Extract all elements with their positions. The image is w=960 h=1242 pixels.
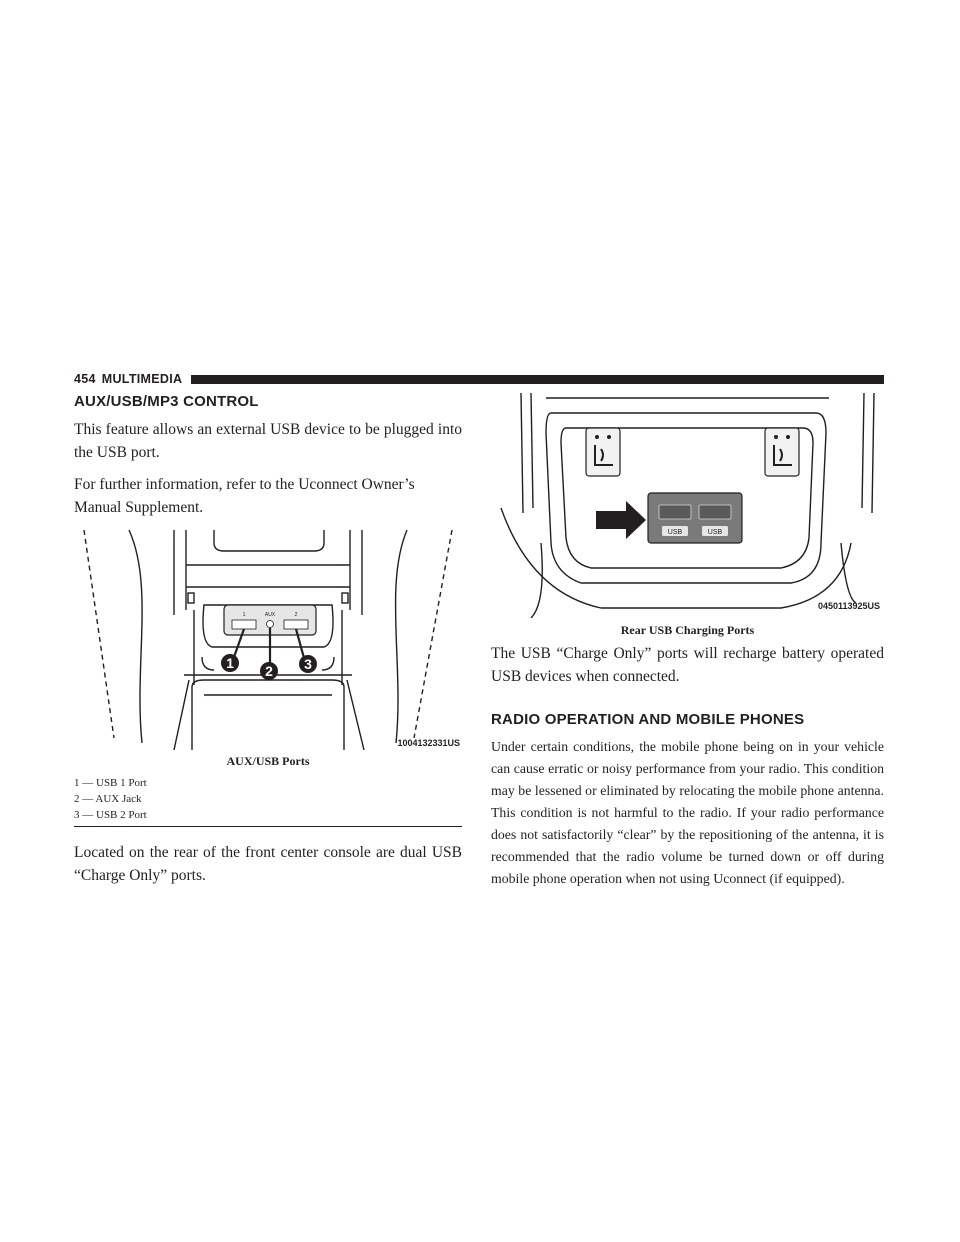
rear-usb-figure: [491, 393, 884, 618]
header-rule: [191, 375, 884, 384]
rear-charge-text: The USB “Charge Only” ports will recharge battery operated USB devices when connected.: [491, 645, 884, 685]
aux-heading: AUX/USB/MP3 CONTROL: [74, 393, 259, 410]
aux-usb-illustration: [74, 525, 462, 750]
usb-port-label-left: USB: [667, 529, 683, 536]
aux-usb-figure: [74, 525, 462, 750]
callout-3: 3: [304, 656, 312, 672]
legend-item-usb1: 1 — USB 1 Port: [74, 777, 147, 789]
radio-heading: RADIO OPERATION AND MOBILE PHONES: [491, 711, 805, 728]
page-number: 454: [74, 372, 96, 386]
charge-ports-text: Located on the rear of the front center console are dual USB “Charge Only” ports.: [74, 844, 462, 884]
right-column: [491, 393, 884, 890]
aux-reference: For further information, refer to the Uconnect Owner’s Manual Supplement.: [74, 476, 415, 516]
aux-figure-caption: AUX/USB Ports: [226, 754, 310, 768]
legend-item-usb2: 3 — USB 2 Port: [74, 809, 147, 821]
usb-port-label-right: USB: [707, 529, 723, 536]
arrow-icon: [596, 501, 646, 539]
aux-port-label: AUX: [264, 612, 276, 618]
left-column: [74, 393, 462, 887]
section-title: MULTIMEDIA: [101, 372, 183, 386]
callout-1: 1: [226, 655, 234, 671]
figure-divider: [74, 826, 462, 827]
radio-text: Under certain conditions, the mobile phone being on in your vehicle can cause erratic or noisy performance from your radio. This condition may be lessened or eliminated by relocating the mobile phone antenna. This condition is not harmful to the radio. If your radio performance does not satisfactorily “clear” by the repositioning of the antenna, it is recommended that the radio volume be turned down or off during mobile phone operation when not using Uconnect (if equipped).: [491, 739, 884, 886]
rear-usb-illustration: [491, 393, 884, 618]
aux-figure-code: 1004132331US: [397, 738, 460, 748]
usb1-port-label: 1: [242, 612, 246, 618]
callout-2: 2: [265, 663, 273, 679]
legend-item-aux: 2 — AUX Jack: [74, 793, 142, 805]
usb2-port-label: 2: [294, 612, 298, 618]
rear-figure-code: 0450113925US: [817, 601, 880, 611]
aux-intro: This feature allows an external USB device to be plugged into the USB port.: [74, 421, 462, 461]
page-header: [74, 371, 884, 387]
rear-figure-caption: Rear USB Charging Ports: [620, 623, 755, 637]
